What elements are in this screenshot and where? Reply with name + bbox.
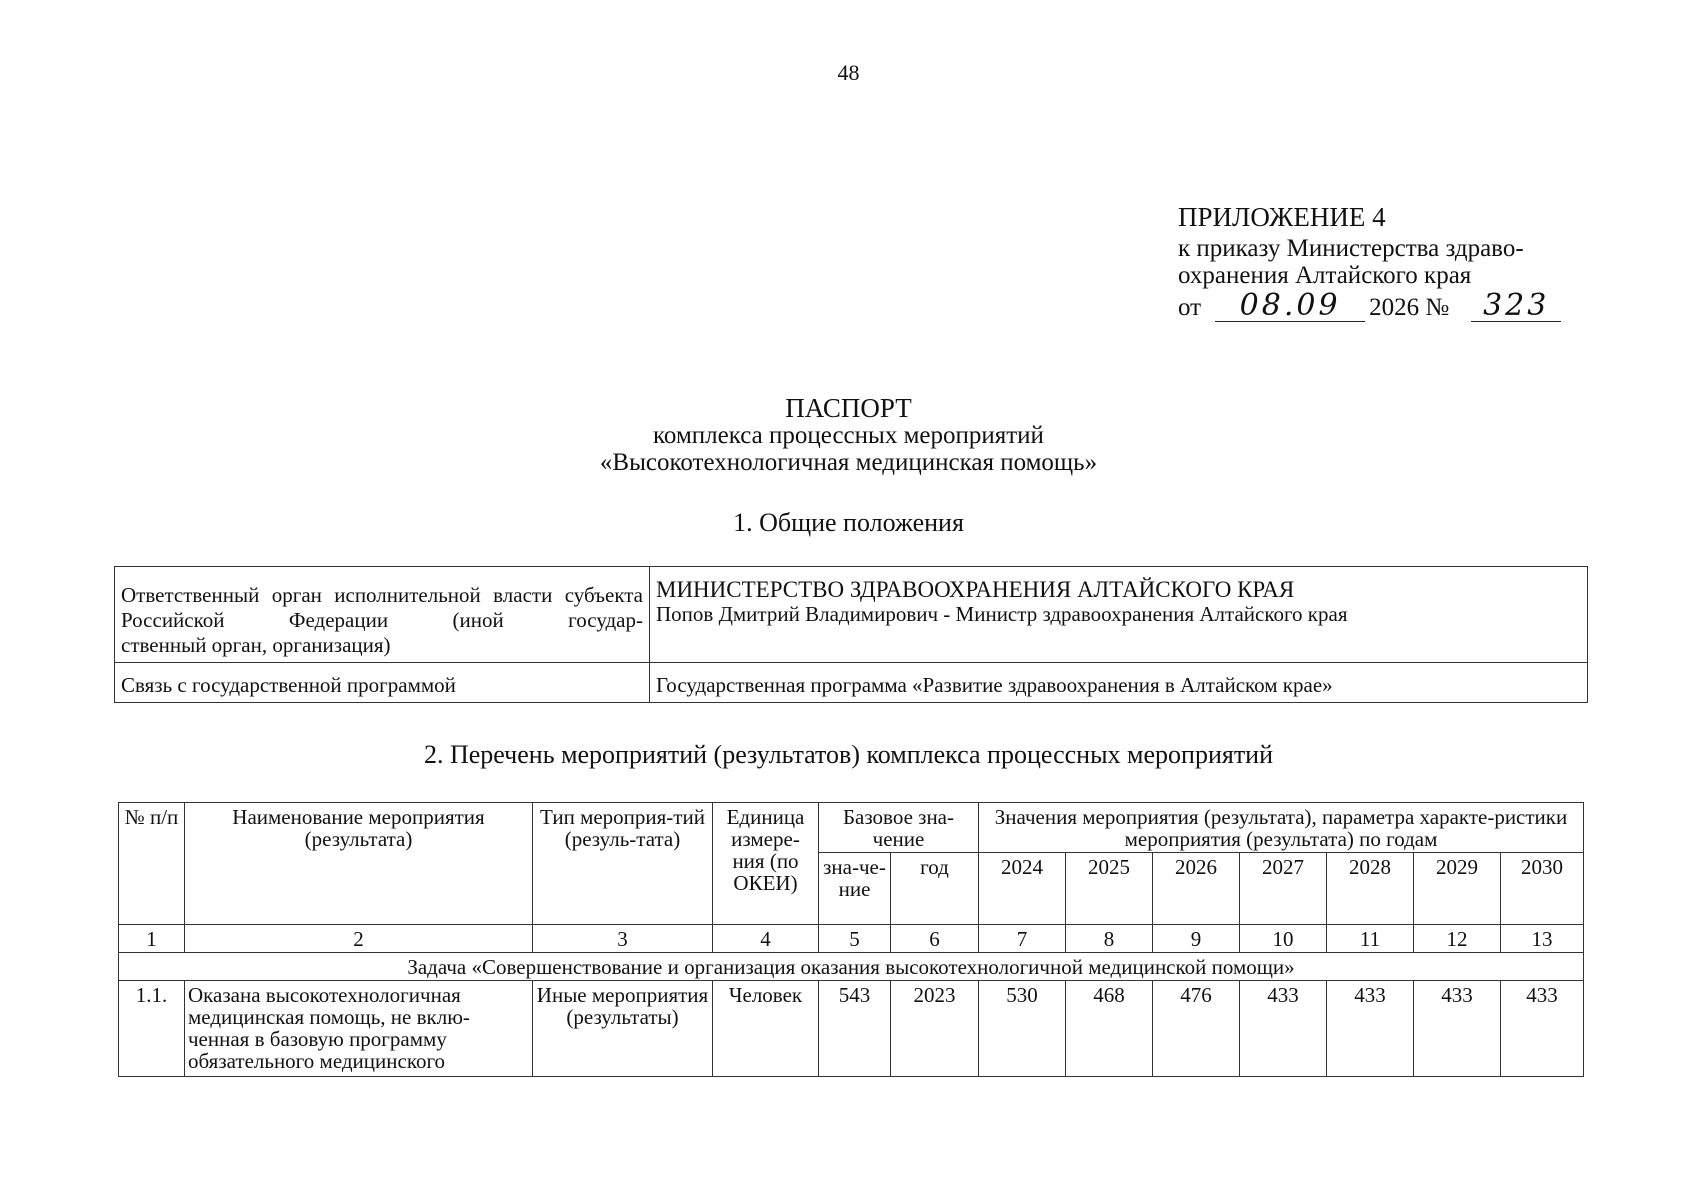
appendix-line-1: к приказу Министерства здраво-: [1178, 235, 1524, 262]
col-header-year: 2026: [1153, 853, 1240, 925]
header-row: [119, 803, 1584, 853]
label-line: субъекта Российской Федерации (иной государ-: [121, 583, 644, 632]
row-value: 476: [1153, 981, 1240, 1077]
column-number-row: [119, 925, 1584, 953]
title-line-1: ПАСПОРТ: [785, 393, 912, 423]
section-2-heading: 2. Перечень мероприятий (результатов) комплекса процессных мероприятий: [423, 740, 1274, 769]
column-number: 12: [1414, 925, 1501, 953]
document-title: [0, 395, 1697, 476]
appendix-date-row: [1178, 288, 1598, 323]
title-line-2: комплекса процессных мероприятий: [653, 422, 1044, 449]
column-number: 2: [185, 925, 533, 953]
task-title: Задача «Совершенствование и организация оказания высокотехнологичной медицинской помощи»: [119, 953, 1584, 981]
column-number: 10: [1240, 925, 1327, 953]
row-base-year: 2023: [891, 981, 979, 1077]
col-header-num: № п/п: [119, 803, 185, 925]
col-header-base-value: зна-че-ние: [819, 853, 891, 925]
task-row: [119, 953, 1584, 981]
title-line-3: «Высокотехнологичная медицинская помощь»: [599, 449, 1098, 476]
table-row: [115, 663, 1588, 703]
column-number: 6: [891, 925, 979, 953]
col-header-year: 2029: [1414, 853, 1501, 925]
ministry-name: МИНИСТЕРСТВО ЗДРАВООХРАНЕНИЯ АЛТАЙСКОГО КРАЯ: [656, 577, 1295, 602]
appendix-block: [1178, 204, 1598, 322]
activities-table: [118, 802, 1584, 1077]
column-number: 9: [1153, 925, 1240, 953]
section-1-heading: 1. Общие положения: [733, 508, 964, 537]
general-provisions-table: [114, 566, 1588, 703]
program-link-label: Связь с государственной программой: [115, 663, 650, 703]
column-number: 1: [119, 925, 185, 953]
row-base-value: 543: [819, 981, 891, 1077]
row-value: 433: [1240, 981, 1327, 1077]
appendix-line-2: охранения Алтайского края: [1178, 262, 1472, 289]
handwritten-number: 323: [1471, 291, 1561, 322]
col-header-type: Тип мероприя-тий (резуль-тата): [533, 803, 713, 925]
from-label: от: [1178, 294, 1202, 321]
col-header-unit: Единица измере-ния (по ОКЕИ): [713, 803, 819, 925]
row-unit: Человек: [713, 981, 819, 1077]
row-value: 433: [1414, 981, 1501, 1077]
responsible-body-value: [650, 567, 1588, 663]
program-link-value: Государственная программа «Развитие здравоохранения в Алтайском крае»: [650, 663, 1588, 703]
page-number: 48: [837, 60, 860, 85]
table-row: [119, 981, 1584, 1077]
col-header-year: 2028: [1327, 853, 1414, 925]
col-header-year: 2030: [1501, 853, 1584, 925]
table-row: [115, 567, 1588, 663]
col-header-base: Базовое зна-чение: [819, 803, 979, 853]
row-name: Оказана высокотехнологичная медицинская помощь, не вклю-ченная в базовую программу обязательного медицинского: [185, 981, 533, 1077]
column-number: 7: [979, 925, 1066, 953]
column-number: 4: [713, 925, 819, 953]
row-type: Иные мероприятия (результаты): [533, 981, 713, 1077]
col-header-year: 2024: [979, 853, 1066, 925]
column-number: 13: [1501, 925, 1584, 953]
label-line: ственный орган, организация): [121, 633, 391, 657]
row-number: 1.1.: [119, 981, 185, 1077]
column-number: 5: [819, 925, 891, 953]
row-value: 530: [979, 981, 1066, 1077]
col-header-base-year: год: [891, 853, 979, 925]
col-header-name: Наименование мероприятия (результата): [185, 803, 533, 925]
year-number-label: 2026 №: [1369, 294, 1450, 321]
minister-name: Попов Дмитрий Владимирович - Министр здравоохранения Алтайского края: [656, 602, 1348, 626]
row-value: 433: [1501, 981, 1584, 1077]
row-value: 433: [1327, 981, 1414, 1077]
appendix-heading: ПРИЛОЖЕНИЕ 4: [1178, 202, 1386, 232]
column-number: 3: [533, 925, 713, 953]
handwritten-date: 08.09: [1215, 291, 1365, 322]
label-line: Ответственный орган исполнительной власти: [121, 583, 553, 607]
column-number: 8: [1066, 925, 1153, 953]
responsible-body-label: [115, 567, 650, 663]
col-header-year: 2027: [1240, 853, 1327, 925]
col-header-values: Значения мероприятия (результата), параметра характе-ристики мероприятия (результата) по годам: [979, 803, 1584, 853]
col-header-year: 2025: [1066, 853, 1153, 925]
row-value: 468: [1066, 981, 1153, 1077]
column-number: 11: [1327, 925, 1414, 953]
